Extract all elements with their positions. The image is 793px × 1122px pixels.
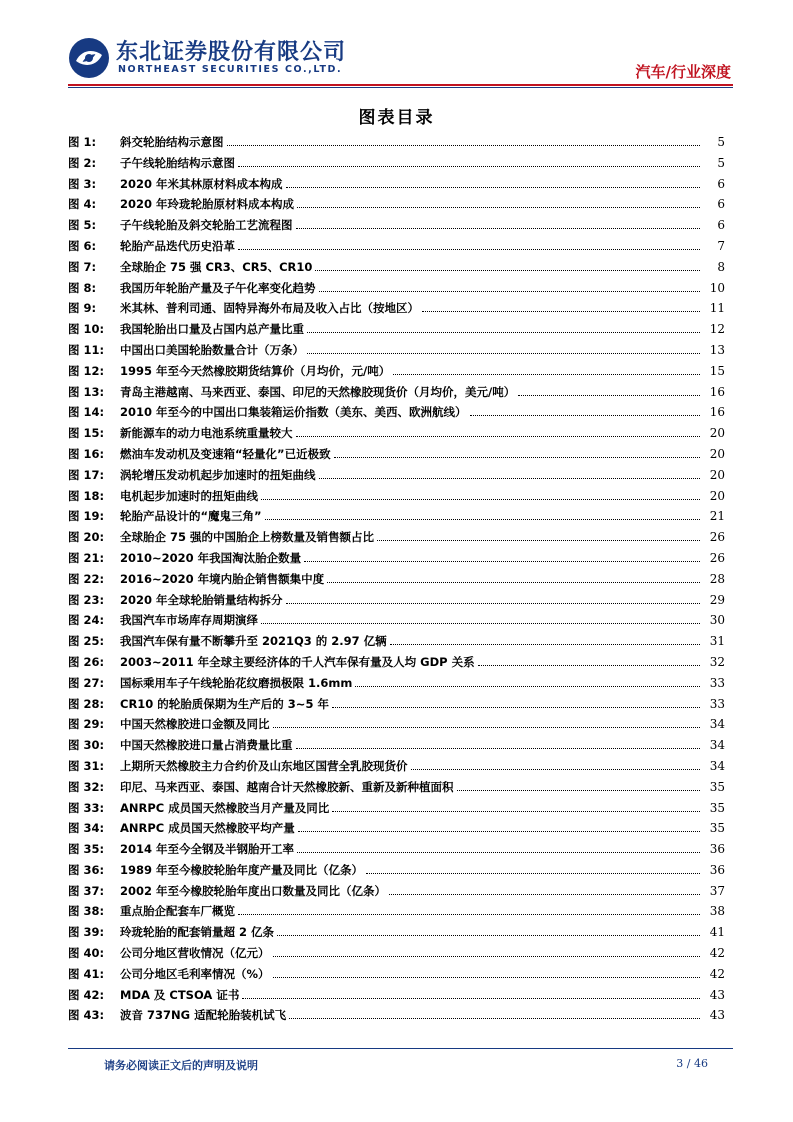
page-number: 7 <box>717 238 725 253</box>
page-number: 16 <box>709 384 725 399</box>
toc-entry[interactable] <box>68 924 725 945</box>
page-number: 15 <box>709 363 725 378</box>
toc-entry[interactable] <box>68 987 725 1008</box>
toc-entry[interactable] <box>68 633 725 654</box>
toc-entry[interactable] <box>68 363 725 384</box>
toc-entry[interactable] <box>68 883 725 904</box>
toc-entry[interactable] <box>68 300 725 321</box>
figure-number: 图 9: <box>68 301 97 316</box>
toc-entry[interactable] <box>68 800 725 821</box>
figure-number: 图 34: <box>68 821 105 836</box>
toc-entry[interactable] <box>68 155 725 176</box>
figure-number: 图 3: <box>68 176 97 191</box>
leader-dots <box>297 207 700 208</box>
page-number: 20 <box>709 488 725 503</box>
figure-title: 波音 737NG 适配轮胎装机试飞 <box>120 1008 287 1023</box>
leader-dots <box>227 145 701 146</box>
figure-title: 我国历年轮胎产量及子午化率变化趋势 <box>120 280 316 295</box>
figure-title: 2014 年至今全钢及半钢胎开工率 <box>120 842 295 857</box>
toc-entry[interactable] <box>68 696 725 717</box>
figure-title: 1989 年至今橡胶轮胎年度产量及同比（亿条） <box>120 862 364 877</box>
toc-entry[interactable] <box>68 404 725 425</box>
figure-number: 图 32: <box>68 779 105 794</box>
toc-entry[interactable] <box>68 779 725 800</box>
figure-title: 印尼、马来西亚、泰国、越南合计天然橡胶新、重新及新种植面积 <box>120 779 454 794</box>
figure-title: 涡轮增压发动机起步加速时的扭矩曲线 <box>120 467 316 482</box>
figure-title: 子午线轮胎及斜交轮胎工艺流程图 <box>120 218 293 233</box>
leader-dots <box>238 166 700 167</box>
figure-title: 2016~2020 年境内胎企销售额集中度 <box>120 571 325 586</box>
figure-title: MDA 及 CTSOA 证书 <box>120 987 240 1002</box>
figure-title: 2002 年至今橡胶轮胎年度出口数量及同比（亿条） <box>120 883 387 898</box>
figure-number: 图 43: <box>68 1008 105 1023</box>
page-number: 33 <box>709 696 725 711</box>
leader-dots <box>319 478 701 479</box>
page-number: 36 <box>709 862 725 877</box>
toc-entry[interactable] <box>68 176 725 197</box>
figure-number: 图 7: <box>68 259 97 274</box>
toc-entry[interactable] <box>68 446 725 467</box>
page-number: 42 <box>709 946 725 961</box>
page-number: 30 <box>709 613 725 628</box>
figure-number: 图 33: <box>68 800 105 815</box>
figure-title: CR10 的轮胎质保期为生产后的 3~5 年 <box>120 696 329 711</box>
figure-number: 图 31: <box>68 758 105 773</box>
figure-number: 图 30: <box>68 738 105 753</box>
leader-dots <box>307 332 700 333</box>
figure-title: 公司分地区营收情况（亿元） <box>120 946 270 961</box>
figure-title: 中国天然橡胶进口金额及同比 <box>120 717 270 732</box>
figure-number: 图 14: <box>68 405 105 420</box>
leader-dots <box>422 311 700 312</box>
figure-title: 电机起步加速时的扭矩曲线 <box>120 488 258 503</box>
figure-number: 图 18: <box>68 488 105 503</box>
leader-dots <box>261 623 700 624</box>
page-number: 11 <box>709 301 725 316</box>
leader-dots <box>273 977 700 978</box>
page-number: 8 <box>717 259 725 274</box>
leader-dots <box>355 686 700 687</box>
figure-number: 图 26: <box>68 654 105 669</box>
figure-title: 米其林、普利司通、固特异海外布局及收入占比（按地区） <box>120 301 419 316</box>
figure-number: 图 13: <box>68 384 105 399</box>
toc-entry[interactable] <box>68 529 725 550</box>
company-logo-icon <box>68 37 110 79</box>
figure-title: 青岛主港越南、马来西亚、泰国、印尼的天然橡胶现货价（月均价，美元/吨） <box>120 384 516 399</box>
figure-title: 轮胎产品设计的“魔鬼三角” <box>120 509 262 524</box>
leader-dots <box>286 187 700 188</box>
leader-dots <box>286 603 700 604</box>
toc-entry[interactable] <box>68 425 725 446</box>
leader-dots <box>334 457 700 458</box>
toc-entry[interactable] <box>68 508 725 529</box>
leader-dots <box>277 935 700 936</box>
figure-title: 2003~2011 年全球主要经济体的千人汽车保有量及人均 GDP 关系 <box>120 654 475 669</box>
toc-entry[interactable] <box>68 1007 725 1028</box>
figure-title: 2010~2020 年我国淘汰胎企数量 <box>120 550 302 565</box>
page-number: 43 <box>709 987 725 1002</box>
page-number: 31 <box>709 634 725 649</box>
toc-entry[interactable] <box>68 467 725 488</box>
toc-entry[interactable] <box>68 196 725 217</box>
page-number: 13 <box>709 342 725 357</box>
figure-title: 全球胎企 75 强 CR3、CR5、CR10 <box>120 259 313 274</box>
figure-title: 轮胎产品迭代历史沿革 <box>120 238 235 253</box>
figure-number: 图 27: <box>68 675 105 690</box>
figure-number: 图 16: <box>68 446 105 461</box>
leader-dots <box>289 1018 700 1019</box>
figure-title: 重点胎企配套车厂概览 <box>120 904 235 919</box>
figure-title: 我国汽车保有量不断攀升至 2021Q3 的 2.97 亿辆 <box>120 634 387 649</box>
toc-entry[interactable] <box>68 820 725 841</box>
figure-number: 图 8: <box>68 280 97 295</box>
figure-title: 斜交轮胎结构示意图 <box>120 135 224 149</box>
toc-entry[interactable] <box>68 550 725 571</box>
footer-divider <box>68 1048 733 1049</box>
page-number: 20 <box>709 446 725 461</box>
leader-dots <box>411 769 701 770</box>
figure-title: 2020 年玲珑轮胎原材料成本构成 <box>120 197 295 212</box>
figure-number: 图 42: <box>68 987 105 1002</box>
toc-entry[interactable] <box>68 612 725 633</box>
page-number: 12 <box>709 322 725 337</box>
figure-number: 图 12: <box>68 363 105 378</box>
toc-entry[interactable] <box>68 342 725 363</box>
figure-number: 图 10: <box>68 322 105 337</box>
toc-entry[interactable] <box>68 592 725 613</box>
figure-number: 图 23: <box>68 592 105 607</box>
leader-dots <box>315 270 700 271</box>
leader-dots <box>307 353 700 354</box>
page-number: 20 <box>709 467 725 482</box>
figure-title: 全球胎企 75 强的中国胎企上榜数量及销售额占比 <box>120 530 375 545</box>
toc-entry[interactable] <box>68 134 725 155</box>
figure-number: 图 22: <box>68 571 105 586</box>
figure-number: 图 28: <box>68 696 105 711</box>
page-number: 16 <box>709 405 725 420</box>
company-name-cn: 东北证券股份有限公司 <box>116 40 347 65</box>
page-number: 29 <box>709 592 725 607</box>
figure-number: 图 29: <box>68 717 105 732</box>
leader-dots <box>366 873 700 874</box>
page-number: 6 <box>717 197 725 212</box>
toc-entry[interactable] <box>68 238 725 259</box>
figure-title: 新能源车的动力电池系统重量较大 <box>120 426 293 441</box>
page-number: 35 <box>709 821 725 836</box>
leader-dots <box>327 582 700 583</box>
footer-disclaimer: 请务必阅读正文后的声明及说明 <box>104 1059 258 1072</box>
figure-title: 中国出口美国轮胎数量合计（万条） <box>120 342 304 357</box>
leader-dots <box>478 665 700 666</box>
company-name-en: NORTHEAST SECURITIES CO.,LTD. <box>118 64 343 75</box>
toc-entry[interactable] <box>68 280 725 301</box>
leader-dots <box>273 956 701 957</box>
figure-list <box>68 134 725 1028</box>
toc-entry[interactable] <box>68 654 725 675</box>
page-number: 42 <box>709 966 725 981</box>
leader-dots <box>265 519 700 520</box>
leader-dots <box>296 748 701 749</box>
figure-number: 图 38: <box>68 904 105 919</box>
figure-title: 2020 年全球轮胎销量结构拆分 <box>120 592 283 607</box>
figure-title: 公司分地区毛利率情况（%） <box>120 966 270 981</box>
figure-number: 图 17: <box>68 467 105 482</box>
figure-number: 图 20: <box>68 530 105 545</box>
page-number: 6 <box>717 176 725 191</box>
toc-entry[interactable] <box>68 217 725 238</box>
figure-number: 图 41: <box>68 966 105 981</box>
leader-dots <box>242 998 700 999</box>
page-number: 37 <box>709 883 725 898</box>
figure-title: 上期所天然橡胶主力合约价及山东地区国营全乳胶现货价 <box>120 758 408 773</box>
page-number: 34 <box>709 738 725 753</box>
leader-dots <box>296 436 701 437</box>
leader-dots <box>261 499 700 500</box>
toc-entry[interactable] <box>68 716 725 737</box>
leader-dots <box>457 790 701 791</box>
page-number: 34 <box>709 717 725 732</box>
figure-number: 图 2: <box>68 155 97 170</box>
page-number: 32 <box>709 654 725 669</box>
header-divider-red <box>68 84 733 86</box>
toc-title: 图表目录 <box>358 108 435 128</box>
page-number: 34 <box>709 758 725 773</box>
page-number: 5 <box>717 155 725 170</box>
page-number: 43 <box>709 1008 725 1023</box>
leader-dots <box>273 727 701 728</box>
toc-entry[interactable] <box>68 675 725 696</box>
leader-dots <box>332 811 700 812</box>
page-indicator: 3 / 46 <box>676 1057 708 1070</box>
leader-dots <box>389 894 700 895</box>
page-number: 20 <box>709 426 725 441</box>
leader-dots <box>377 540 700 541</box>
figure-number: 图 25: <box>68 634 105 649</box>
figure-title: 国标乘用车子午线轮胎花纹磨损极限 1.6mm <box>120 675 353 690</box>
leader-dots <box>390 644 700 645</box>
figure-title: 1995 年至今天然橡胶期货结算价（月均价，元/吨） <box>120 363 391 378</box>
figure-number: 图 35: <box>68 842 105 857</box>
page-number: 10 <box>709 280 725 295</box>
figure-title: 2020 年米其林原材料成本构成 <box>120 176 283 191</box>
toc-entry[interactable] <box>68 384 725 405</box>
figure-number: 图 5: <box>68 218 97 233</box>
leader-dots <box>297 852 700 853</box>
toc-entry[interactable] <box>68 945 725 966</box>
figure-number: 图 1: <box>68 135 97 149</box>
figure-number: 图 40: <box>68 946 105 961</box>
page-number: 26 <box>709 550 725 565</box>
header-divider-blue <box>68 87 733 88</box>
figure-title: 子午线轮胎结构示意图 <box>120 155 235 170</box>
figure-number: 图 15: <box>68 426 105 441</box>
toc-entry[interactable] <box>68 321 725 342</box>
figure-title: 我国汽车市场库存周期演绎 <box>120 613 258 628</box>
toc-entry[interactable] <box>68 966 725 987</box>
figure-number: 图 36: <box>68 862 105 877</box>
leader-dots <box>332 707 700 708</box>
figure-title: 我国轮胎出口量及占国内总产量比重 <box>120 322 304 337</box>
page-number: 41 <box>709 925 725 940</box>
figure-number: 图 4: <box>68 197 97 212</box>
page-number: 38 <box>709 904 725 919</box>
figure-title: 中国天然橡胶进口量占消费量比重 <box>120 738 293 753</box>
figure-title: 燃油车发动机及变速箱“轻量化”已近极致 <box>120 446 331 461</box>
leader-dots <box>518 395 700 396</box>
leader-dots <box>296 228 701 229</box>
toc-entry[interactable] <box>68 841 725 862</box>
toc-entry[interactable] <box>68 259 725 280</box>
figure-number: 图 39: <box>68 925 105 940</box>
figure-number: 图 37: <box>68 883 105 898</box>
figure-title: 玲珑轮胎的配套销量超 2 亿条 <box>120 925 275 940</box>
toc-entry[interactable] <box>68 571 725 592</box>
page-number: 35 <box>709 800 725 815</box>
figure-title: ANRPC 成员国天然橡胶平均产量 <box>120 821 295 836</box>
leader-dots <box>238 914 700 915</box>
toc-entry[interactable] <box>68 758 725 779</box>
figure-number: 图 24: <box>68 613 105 628</box>
page-number: 5 <box>717 135 725 149</box>
page-number: 21 <box>709 509 725 524</box>
toc-entry[interactable] <box>68 488 725 509</box>
page-number: 26 <box>709 530 725 545</box>
leader-dots <box>238 249 700 250</box>
page-header <box>68 33 733 83</box>
figure-number: 图 21: <box>68 550 105 565</box>
leader-dots <box>470 415 700 416</box>
toc-entry[interactable] <box>68 737 725 758</box>
leader-dots <box>298 831 700 832</box>
figure-number: 图 11: <box>68 342 105 357</box>
leader-dots <box>304 561 700 562</box>
leader-dots <box>393 374 700 375</box>
page-number: 35 <box>709 779 725 794</box>
figure-title: ANRPC 成员国天然橡胶当月产量及同比 <box>120 800 330 815</box>
figure-number: 图 19: <box>68 509 105 524</box>
toc-entry[interactable] <box>68 862 725 883</box>
page-number: 33 <box>709 675 725 690</box>
leader-dots <box>319 291 701 292</box>
figure-number: 图 6: <box>68 238 97 253</box>
page-number: 28 <box>709 571 725 586</box>
figure-title: 2010 年至今的中国出口集装箱运价指数（美东、美西、欧洲航线） <box>120 405 467 420</box>
toc-entry[interactable] <box>68 903 725 924</box>
page-number: 36 <box>709 842 725 857</box>
report-type-label: 汽车/行业深度 <box>635 63 731 81</box>
page-number: 6 <box>717 218 725 233</box>
